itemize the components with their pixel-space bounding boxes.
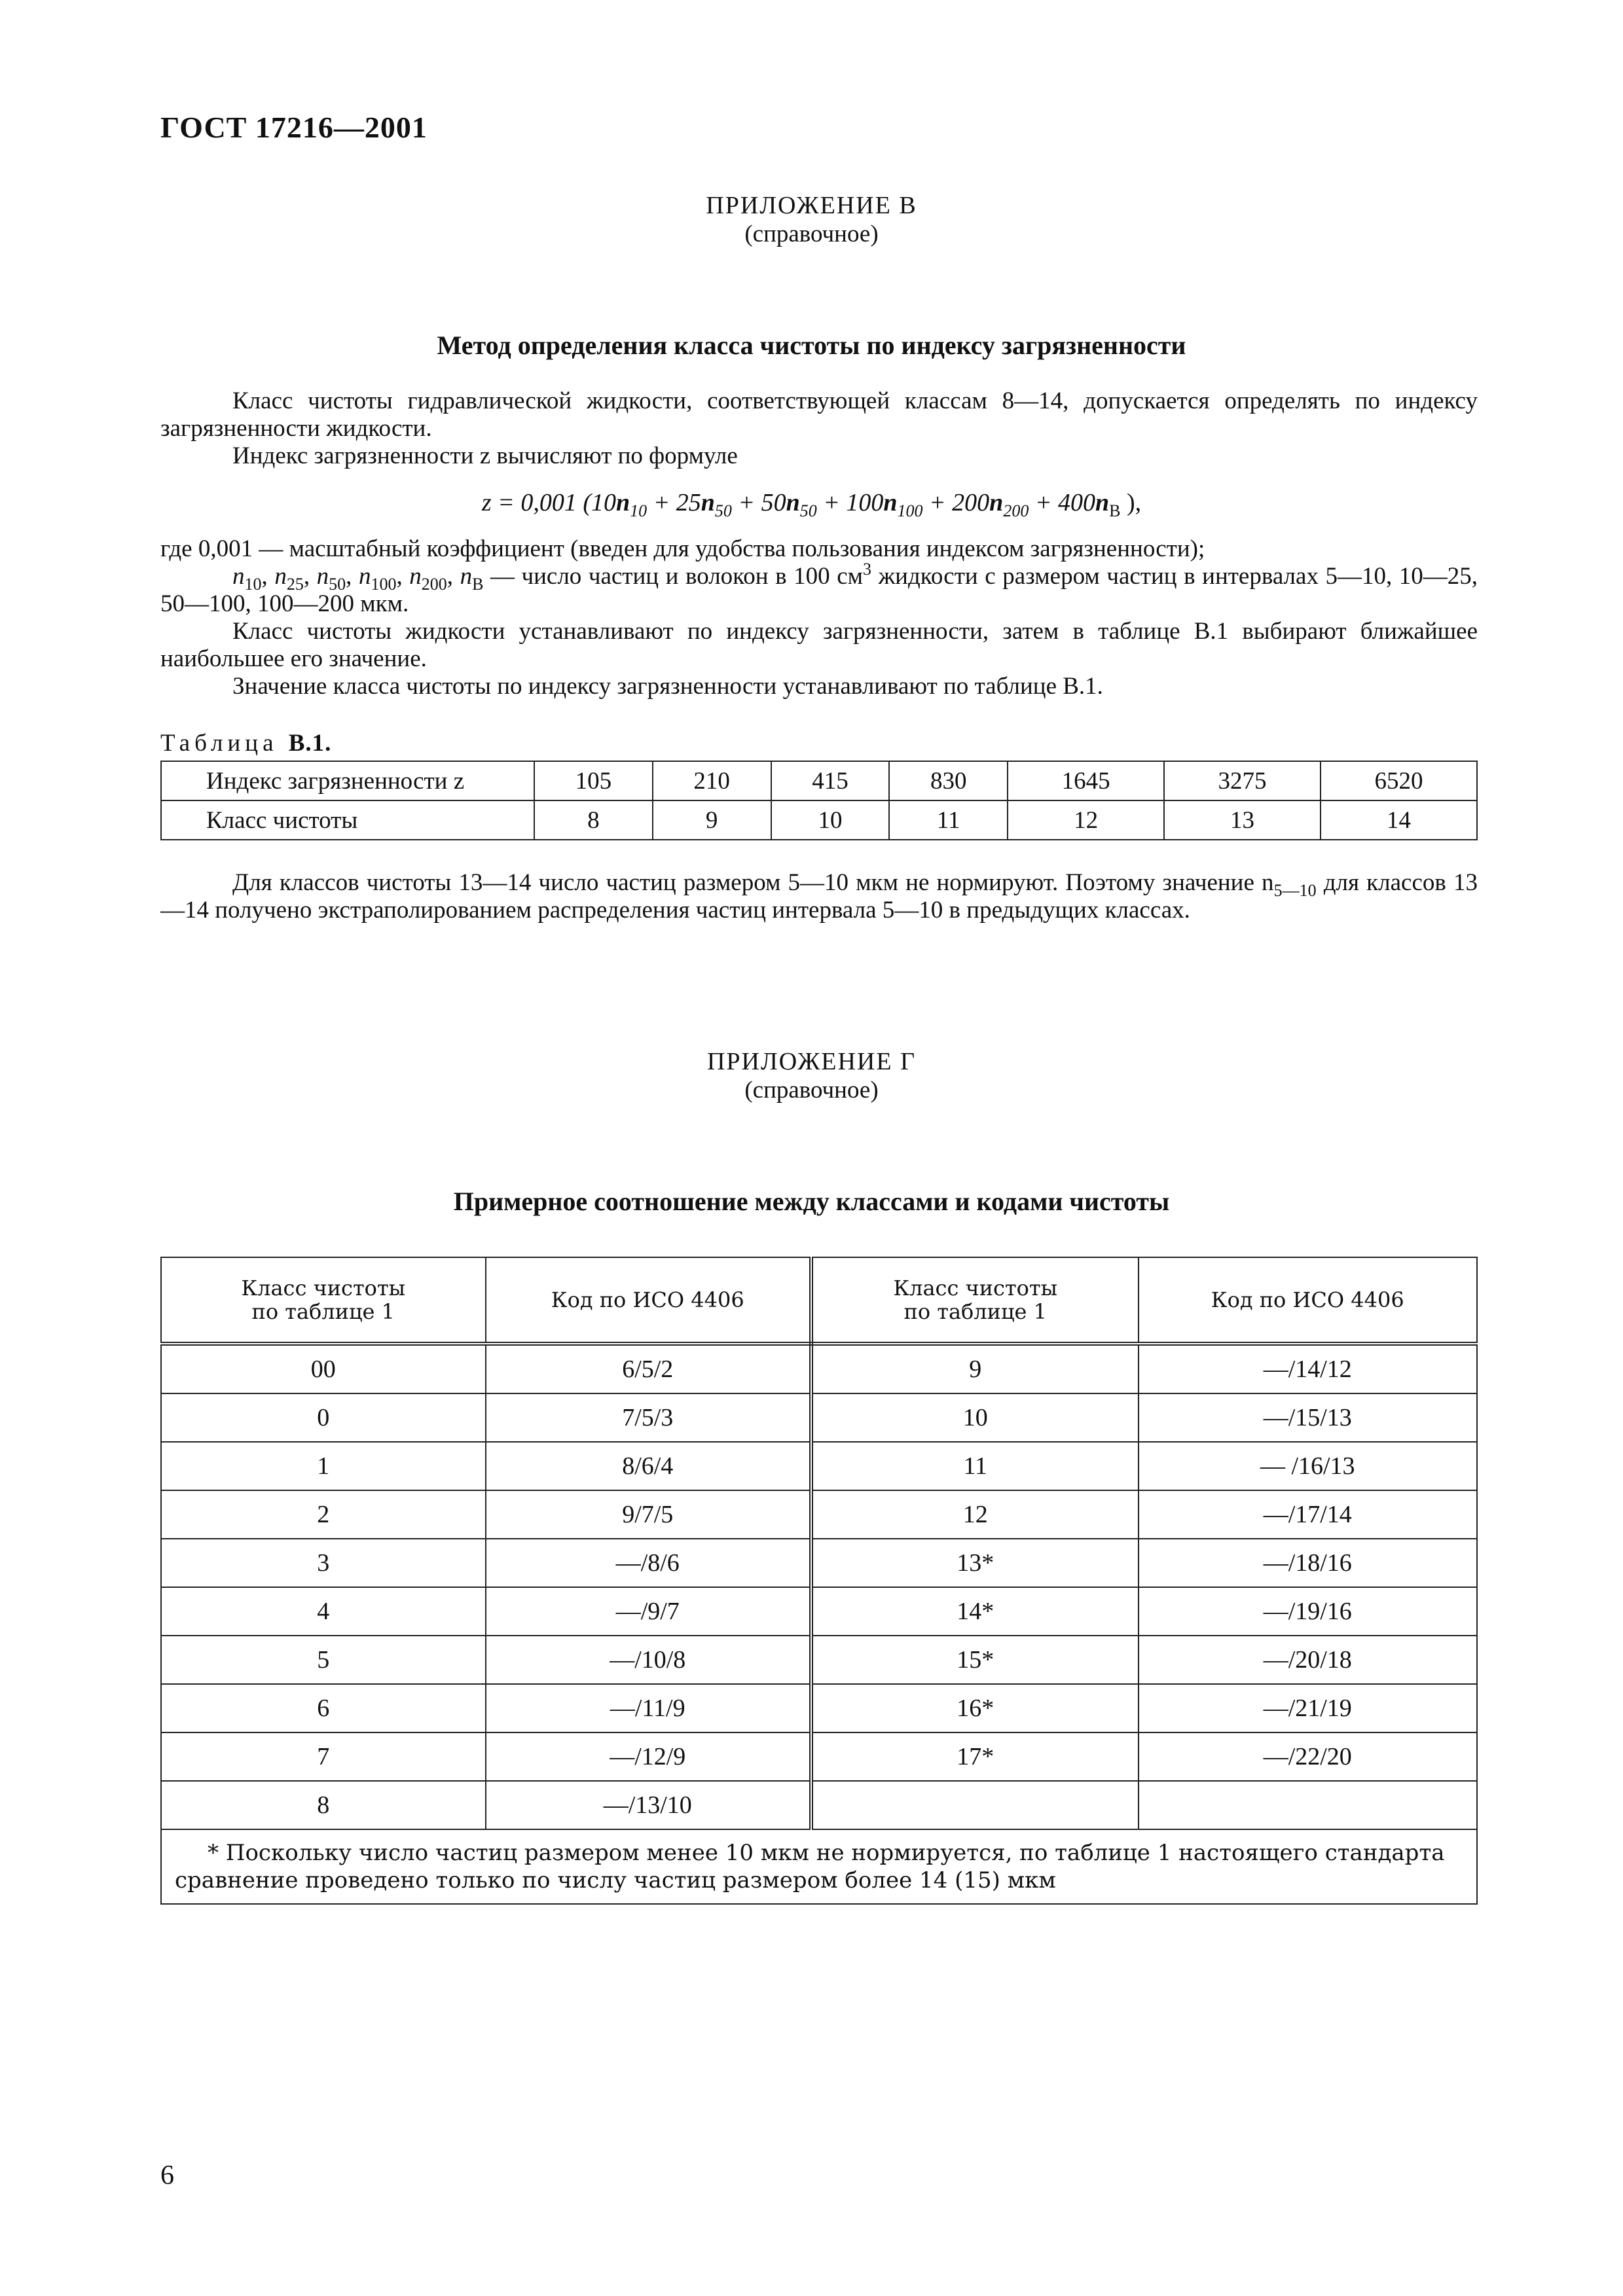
table-row <box>161 1490 1477 1539</box>
table-cell: —/15/13 <box>1139 1393 1478 1442</box>
appendix-v-heading: Метод определения класса чистоты по индексу загрязненности <box>437 331 1186 360</box>
table-cell: —/17/14 <box>1139 1490 1478 1539</box>
column-header-class: Класс чистоты по таблице 1 <box>811 1257 1139 1344</box>
page-number: 6 <box>160 2161 174 2191</box>
table-cell: 9 <box>811 1344 1139 1393</box>
table-row <box>161 1442 1477 1490</box>
table-cell: 1645 <box>1008 761 1164 800</box>
table-cell: —/18/16 <box>1139 1539 1478 1587</box>
table-cell: —/22/20 <box>1139 1732 1478 1781</box>
table-cell: 830 <box>889 761 1008 800</box>
table-cell: 5 <box>161 1636 486 1684</box>
table-footnote: * Поскольку число частиц размером менее 10 мкм не нормируется, по таблице 1 настоящего стандарта сравнение проведено только по числу частиц размером более 14 (15) мкм <box>161 1829 1477 1904</box>
table-row <box>161 1636 1477 1684</box>
table-cell: 10 <box>811 1393 1139 1442</box>
table-cell: — /16/13 <box>1139 1442 1478 1490</box>
paragraph-1: Класс чистоты гидравлической жидкости, соответствующей классам 8—14, допускается определять по индексу загрязненности жидкости. <box>160 387 1478 442</box>
table-cell: —/14/12 <box>1139 1344 1478 1393</box>
table-cell: 6520 <box>1321 761 1477 800</box>
table-cell: 9 <box>653 800 771 840</box>
table-cell <box>811 1781 1139 1829</box>
table-cell: 8 <box>161 1781 486 1829</box>
table-cell: 13 <box>1164 800 1321 840</box>
row-label-class: Класс чистоты <box>161 800 534 840</box>
table-row <box>161 1684 1477 1732</box>
table-row <box>161 800 1477 840</box>
row-label-index: Индекс загрязненности z <box>161 761 534 800</box>
table-header-row <box>161 1257 1477 1344</box>
table-cell: 7 <box>161 1732 486 1781</box>
table-cell: 14* <box>811 1587 1139 1636</box>
table-cell: 415 <box>771 761 890 800</box>
column-header-code: Код по ИСО 4406 <box>1139 1257 1478 1344</box>
table-cell: 9/7/5 <box>486 1490 812 1539</box>
appendix-v-title: ПРИЛОЖЕНИЕ В <box>706 192 917 219</box>
table-cell: 3 <box>161 1539 486 1587</box>
table-cell: —/13/10 <box>486 1781 812 1829</box>
table-cell: 105 <box>534 761 653 800</box>
table-cell: —/19/16 <box>1139 1587 1478 1636</box>
table-cell: —/10/8 <box>486 1636 812 1684</box>
table-cell: —/21/19 <box>1139 1684 1478 1732</box>
table-v1-caption: Таблица В.1. <box>160 730 332 757</box>
table-row <box>161 761 1477 800</box>
table-cell: —/8/6 <box>486 1539 812 1587</box>
document-code: ГОСТ 17216—2001 <box>160 111 428 144</box>
table-cell: 0 <box>161 1393 486 1442</box>
table-cell: 15* <box>811 1636 1139 1684</box>
table-row <box>161 1587 1477 1636</box>
table-cell: 6 <box>161 1684 486 1732</box>
table-cell: 3275 <box>1164 761 1321 800</box>
table-cell: 12 <box>1008 800 1164 840</box>
table-row <box>161 1539 1477 1587</box>
table-cell: 8 <box>534 800 653 840</box>
table-g <box>160 1257 1478 1905</box>
table-row <box>161 1732 1477 1781</box>
column-header-class: Класс чистоты по таблице 1 <box>161 1257 486 1344</box>
paragraph-4: Значение класса чистоты по индексу загрязненности устанавливают по таблице В.1. <box>232 673 1103 700</box>
table-row <box>161 1781 1477 1829</box>
table-cell: —/11/9 <box>486 1684 812 1732</box>
table-cell: 16* <box>811 1684 1139 1732</box>
appendix-v-subtitle: (справочное) <box>744 221 879 247</box>
table-cell: 11 <box>889 800 1008 840</box>
table-cell: 7/5/3 <box>486 1393 812 1442</box>
table-cell: 8/6/4 <box>486 1442 812 1490</box>
column-header-code: Код по ИСО 4406 <box>486 1257 812 1344</box>
where-particle-counts: $n_{10}$, $n_{25}$, $n_{50}$, $n_{100}$, $n_{200}$, $n_В$ — число частиц и волокон в 100 $см^3$ жидкости с размером частиц в интервалах 5—10, 10—25, 50—100, 100—200 мкм. <box>160 560 1478 617</box>
table-cell: 210 <box>653 761 771 800</box>
table-v1 <box>160 761 1478 840</box>
table-cell: —/12/9 <box>486 1732 812 1781</box>
table-cell: 6/5/2 <box>486 1344 812 1393</box>
table-cell: 2 <box>161 1490 486 1539</box>
formula: z = 0,001 ($10n_{10} + 25n_{50} + 50n_{50} + 100n_{100} + 200n_{200} + 400n_В$ ), <box>481 489 1142 520</box>
table-footnote-row <box>161 1829 1477 1904</box>
table-cell: 10 <box>771 800 890 840</box>
where-scale-factor: где 0,001 — масштабный коэффициент (введен для удобства пользования индексом загрязненности); <box>160 535 1205 562</box>
table-cell: 4 <box>161 1587 486 1636</box>
table-cell: 00 <box>161 1344 486 1393</box>
table-cell: 12 <box>811 1490 1139 1539</box>
table-row <box>161 1344 1477 1393</box>
table-cell <box>1139 1781 1478 1829</box>
appendix-g-title: ПРИЛОЖЕНИЕ Г <box>706 1048 917 1075</box>
paragraph-2: Индекс загрязненности z вычисляют по формуле <box>232 442 738 469</box>
table-row <box>161 1393 1477 1442</box>
table-v1-note: Для классов чистоты 13—14 число частиц размером 5—10 мкм не нормируют. Поэтому значение $n_{5—10}$ для классов 13—14 получено экстраполированием распределения частиц интервала 5—10 в предыдущих классах. <box>160 869 1478 924</box>
paragraph-3: Класс чистоты жидкости устанавливают по индексу загрязненности, затем в таблице В.1 выбирают ближайшее наибольшее его значение. <box>160 618 1478 672</box>
appendix-g-subtitle: (справочное) <box>744 1077 879 1103</box>
table-cell: 1 <box>161 1442 486 1490</box>
table-cell: 11 <box>811 1442 1139 1490</box>
table-cell: —/9/7 <box>486 1587 812 1636</box>
table-cell: 17* <box>811 1732 1139 1781</box>
appendix-g-heading: Примерное соотношение между классами и кодами чистоты <box>453 1187 1170 1216</box>
table-cell: 14 <box>1321 800 1477 840</box>
table-cell: 13* <box>811 1539 1139 1587</box>
table-cell: —/20/18 <box>1139 1636 1478 1684</box>
